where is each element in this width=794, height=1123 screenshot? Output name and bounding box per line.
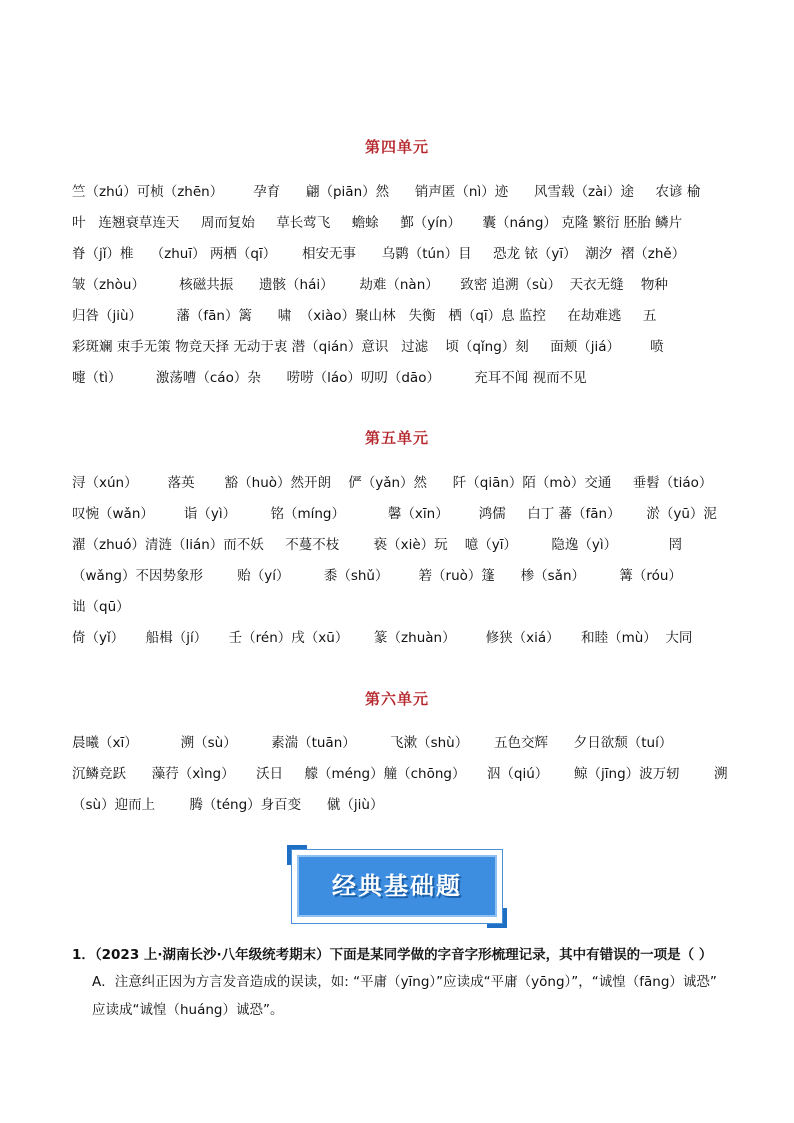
vocab-line: 嚏（tì） 激荡嘈（cáo）杂 唠唠（láo）叨叨（dāo） 充耳不闻 视而不见 — [72, 370, 587, 386]
unit-5-vocab-block — [72, 468, 732, 654]
vocab-line: 叶 连翘衰草连天 周而复始 草长莺飞 蟾蜍 鄞（yín） 囊（náng） 克隆 繁衍 胚胎 鳞片 — [72, 215, 683, 231]
banner-label: 经典基础题 — [332, 872, 462, 900]
section-title-unit-5: 第五单元 — [364, 429, 429, 447]
vocab-line: 叹惋（wǎn） 诣（yì） 铭（míng） 馨（xīn） 鸿儒 白丁 蕃（fān） 淤（yū）泥 — [72, 506, 717, 522]
section-title-unit-6: 第六单元 — [364, 690, 429, 708]
vocab-line: 浔（xún） 落英 豁（huò）然开朗 俨（yǎn）然 阡（qiān）陌（mò）交通 垂髫（tiáo） — [72, 475, 713, 491]
section-title-unit-4: 第四单元 — [364, 138, 429, 156]
vocab-line: 归咎（jiù） 藩（fān）篱 啸 （xiào）聚山林 失衡 栖（qī）息 监控 在劫难逃 五 — [72, 308, 657, 324]
question-stem: 1．（2023 上·湖南长沙·八年级统考期末）下面是某同学做的字音字形梳理记录，其中有错误的一项是（ ） — [72, 947, 713, 963]
vocab-line: 倚（yǐ） 船楫（jí） 壬（rén）戌（xū） 篆（zhuàn） 修狭（xiá） 和睦（mù） 大同 — [72, 630, 693, 646]
question-1 — [72, 943, 742, 1023]
option-a-line: 应读成“诚惶（huáng）诚恐”。 — [92, 1002, 284, 1018]
vocab-line: 彩斑斓 束手无策 物竞天择 无动于衷 潜（qián）意识 过滤 顷（qǐng）刻 面颊（jiá） 喷 — [72, 339, 664, 355]
unit-4-vocab-block — [72, 177, 732, 394]
option-a-line: A．注意纠正因为方言发音造成的误读，如: “平庸（yīng）”应读成“平庸（yōng）”，“诚惶（fāng）诚恐” — [92, 974, 717, 990]
vocab-line: 竺（zhú）可桢（zhēn） 孕育 翩（piān）然 销声匿（nì）迹 风雪载（zài）途 农谚 榆 — [72, 184, 701, 200]
vocab-line: 沉鳞竞跃 藻荇（xìng） 沃日 艨（méng）艟（chōng） 泅（qiú） 鲸（jīng）波万轫 溯 — [72, 766, 728, 782]
vocab-line: 晨曦（xī） 溯（sù） 素湍（tuān） 飞漱（shù） 五色交辉 夕日欲颓（tuí） — [72, 735, 673, 751]
vocab-line: 濯（zhuó）清涟（lián）而不妖 不蔓不枝 亵（xiè）玩 噫（yī） 隐逸（yì） 罔 — [72, 537, 683, 553]
vocab-line: （wǎng）不因势象形 贻（yí） 黍（shǔ） 箬（ruò）篷 椮（sǎn） 篝（róu） — [72, 568, 682, 584]
vocab-line: （sù）迎而上 腾（téng）身百变 僦（jiù） — [72, 797, 384, 813]
classic-basics-banner — [291, 849, 503, 924]
unit-6-vocab-block — [72, 728, 732, 821]
vocab-line: 皱（zhòu） 核磁共振 遗骸（hái） 劫难（nàn） 致密 追溯（sù） 天衣无缝 物种 — [72, 277, 668, 293]
vocab-line: 脊（jǐ）椎 （zhuī） 两栖（qī） 相安无事 乌鹮（tún）目 恐龙 铱（yī） 潮汐 褶（zhě） — [72, 246, 686, 262]
vocab-line: 诎（qū） — [72, 599, 130, 615]
